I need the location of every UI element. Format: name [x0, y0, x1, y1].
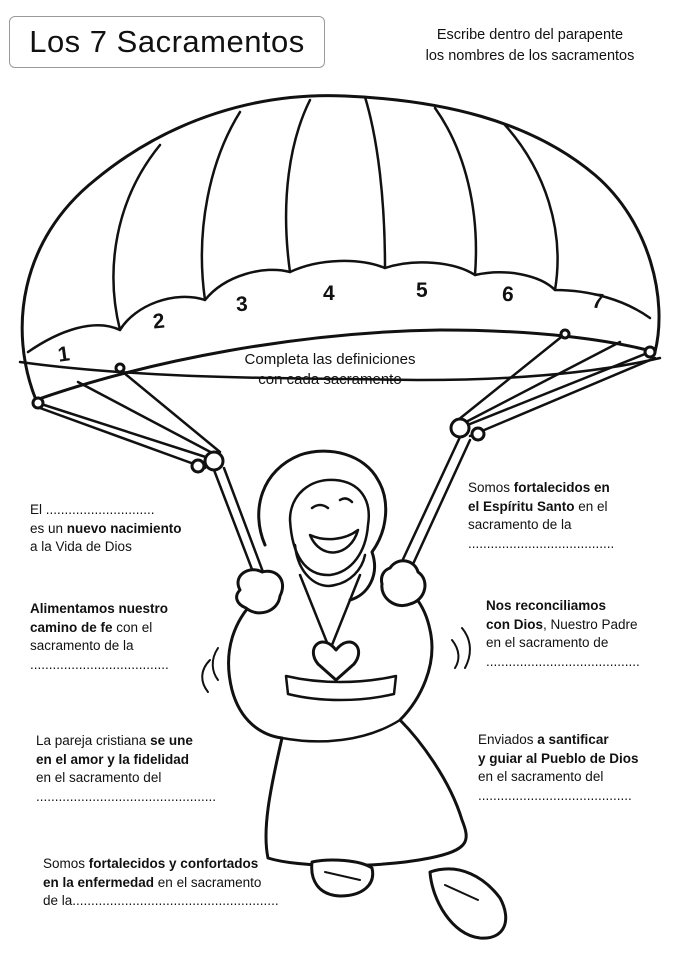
definition-3-line-3: en el sacramento del [36, 770, 162, 785]
definition-3-line-1: La pareja cristiana se une [36, 733, 193, 748]
definition-1 [30, 501, 182, 557]
definition-6-line-2: con Dios, Nuestro Padre [486, 616, 638, 632]
definition-6 [486, 597, 640, 671]
definition-7-blank: ......................................... [478, 787, 632, 803]
heart-icon [313, 642, 358, 680]
definition-3-blank: ................................................ [36, 788, 217, 804]
definition-6-line-1: Nos reconciliamos [486, 598, 607, 613]
jesus-face [290, 480, 369, 575]
definition-5 [468, 479, 614, 553]
canopy-number-2: 2 [151, 309, 166, 334]
definition-6-blank: ......................................... [486, 653, 640, 669]
definitions-instruction-line-1: Completa las definiciones [244, 351, 416, 368]
connector-ring-right [451, 419, 469, 437]
definition-5-line-1: Somos fortalecidos en [468, 480, 610, 495]
definition-1-line-2: es un nuevo nacimiento [30, 520, 182, 536]
canopy-number-6: 6 [501, 282, 515, 307]
definition-5-line-3: sacramento de la [468, 517, 572, 532]
canopy-number-7: 7 [590, 289, 605, 314]
definition-4-line-3: de la....................................................... [43, 893, 279, 908]
definition-1-line-1: El ............................. [30, 502, 155, 517]
definition-3 [36, 732, 216, 806]
riser-lines-right [458, 334, 655, 436]
definition-2-blank: ..................................... [30, 656, 169, 672]
canopy-number-3: 3 [235, 292, 249, 317]
page-title: Los 7 Sacramentos [29, 24, 305, 59]
jesus-robe [229, 580, 467, 866]
instruction-line-2: los nombres de los sacramentos [425, 48, 635, 64]
definition-7-line-1: Enviados a santificar [478, 732, 609, 747]
definition-2 [30, 600, 169, 674]
definition-4-line-1: Somos fortalecidos y confortados [43, 856, 259, 871]
definitions-instruction [200, 350, 460, 390]
definition-6-line-3: en el sacramento de [486, 635, 609, 650]
definition-3-line-2: en el amor y la fidelidad [36, 751, 190, 767]
canopy-number-5: 5 [416, 279, 428, 302]
left-hand [237, 570, 283, 613]
definition-2-line-1: Alimentamos nuestro [30, 601, 169, 616]
definitions-instruction-line-2: con cada sacramento [258, 371, 402, 388]
definition-2-line-3: sacramento de la [30, 638, 134, 653]
definition-4 [43, 855, 279, 911]
right-foot [430, 869, 506, 938]
definition-7-line-2: y guiar al Pueblo de Dios [478, 750, 639, 766]
canopy-number-4: 4 [323, 282, 335, 305]
connector-ring-left [205, 452, 223, 470]
definition-4-line-2: en la enfermedad en el sacramento [43, 874, 262, 890]
instruction-line-1: Escribe dentro del parapente [436, 27, 624, 43]
canopy-number-1: 1 [56, 342, 72, 367]
definition-2-line-2: camino de fe con el [30, 619, 153, 635]
definition-5-line-2: el Espíritu Santo en el [468, 498, 608, 514]
definition-7-line-3: en el sacramento del [478, 769, 604, 784]
right-hand [381, 561, 424, 606]
definition-7 [478, 731, 639, 805]
left-foot [312, 860, 373, 896]
definition-1-line-3: a la Vida de Dios [30, 539, 132, 554]
definition-5-blank: ....................................... [468, 535, 615, 551]
riser-lines-left [38, 368, 220, 468]
